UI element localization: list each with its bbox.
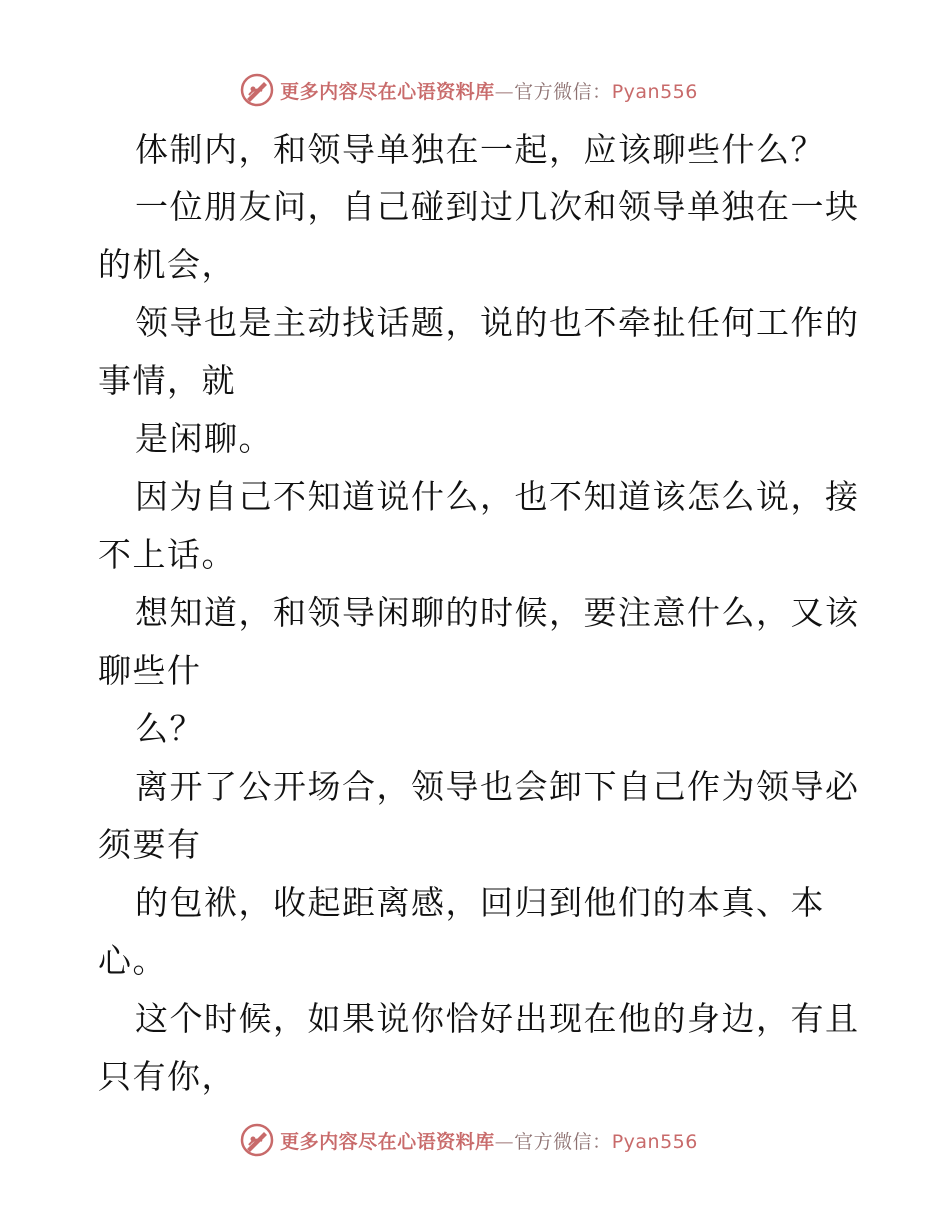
text-line: 体制内，和领导单独在一起，应该聊些什么？ bbox=[135, 130, 825, 169]
text-line: 因为自己不知道说什么，也不知道该怎么说，接 bbox=[135, 477, 860, 516]
text-line: 一位朋友问，自己碰到过几次和领导单独在一块 bbox=[135, 187, 860, 226]
text-line: 么？ bbox=[135, 709, 204, 748]
header-banner-inner bbox=[240, 73, 698, 107]
pen-logo-icon bbox=[240, 73, 274, 107]
header-wechat-label: 官方微信： bbox=[514, 80, 612, 103]
text-line: 聊些什 bbox=[98, 651, 202, 690]
text-line: 的机会， bbox=[98, 245, 236, 284]
text-line: 须要有 bbox=[98, 825, 202, 864]
footer-wechat-id: Pyan556 bbox=[611, 1130, 698, 1153]
text-line: 心。 bbox=[98, 941, 167, 980]
text-line: 不上话。 bbox=[98, 535, 236, 574]
text-line: 想知道，和领导闲聊的时候，要注意什么，又该 bbox=[135, 593, 860, 632]
text-line: 离开了公开场合，领导也会卸下自己作为领导必 bbox=[135, 767, 860, 806]
text-line: 事情，就 bbox=[98, 361, 236, 400]
footer-wechat-label: 官方微信： bbox=[514, 1130, 612, 1153]
footer-banner-inner bbox=[240, 1123, 698, 1157]
header-banner-main: 更多内容尽在心语资料库 bbox=[280, 80, 495, 103]
header-banner bbox=[0, 70, 950, 110]
footer-banner bbox=[0, 1120, 950, 1160]
header-banner-text bbox=[280, 77, 698, 104]
footer-banner-text bbox=[280, 1127, 698, 1154]
footer-banner-separator: — bbox=[494, 1130, 515, 1153]
footer-banner-main: 更多内容尽在心语资料库 bbox=[280, 1130, 495, 1153]
text-line: 只有你， bbox=[98, 1057, 236, 1096]
text-line: 领导也是主动找话题，说的也不牵扯任何工作的 bbox=[135, 303, 860, 342]
text-line: 这个时候，如果说你恰好出现在他的身边，有且 bbox=[135, 999, 860, 1038]
header-banner-separator: — bbox=[494, 80, 515, 103]
header-wechat-id: Pyan556 bbox=[611, 80, 698, 103]
pen-logo-icon bbox=[240, 1123, 274, 1157]
text-line: 是闲聊。 bbox=[135, 419, 273, 458]
text-line: 的包袱，收起距离感，回归到他们的本真、本 bbox=[135, 883, 825, 922]
